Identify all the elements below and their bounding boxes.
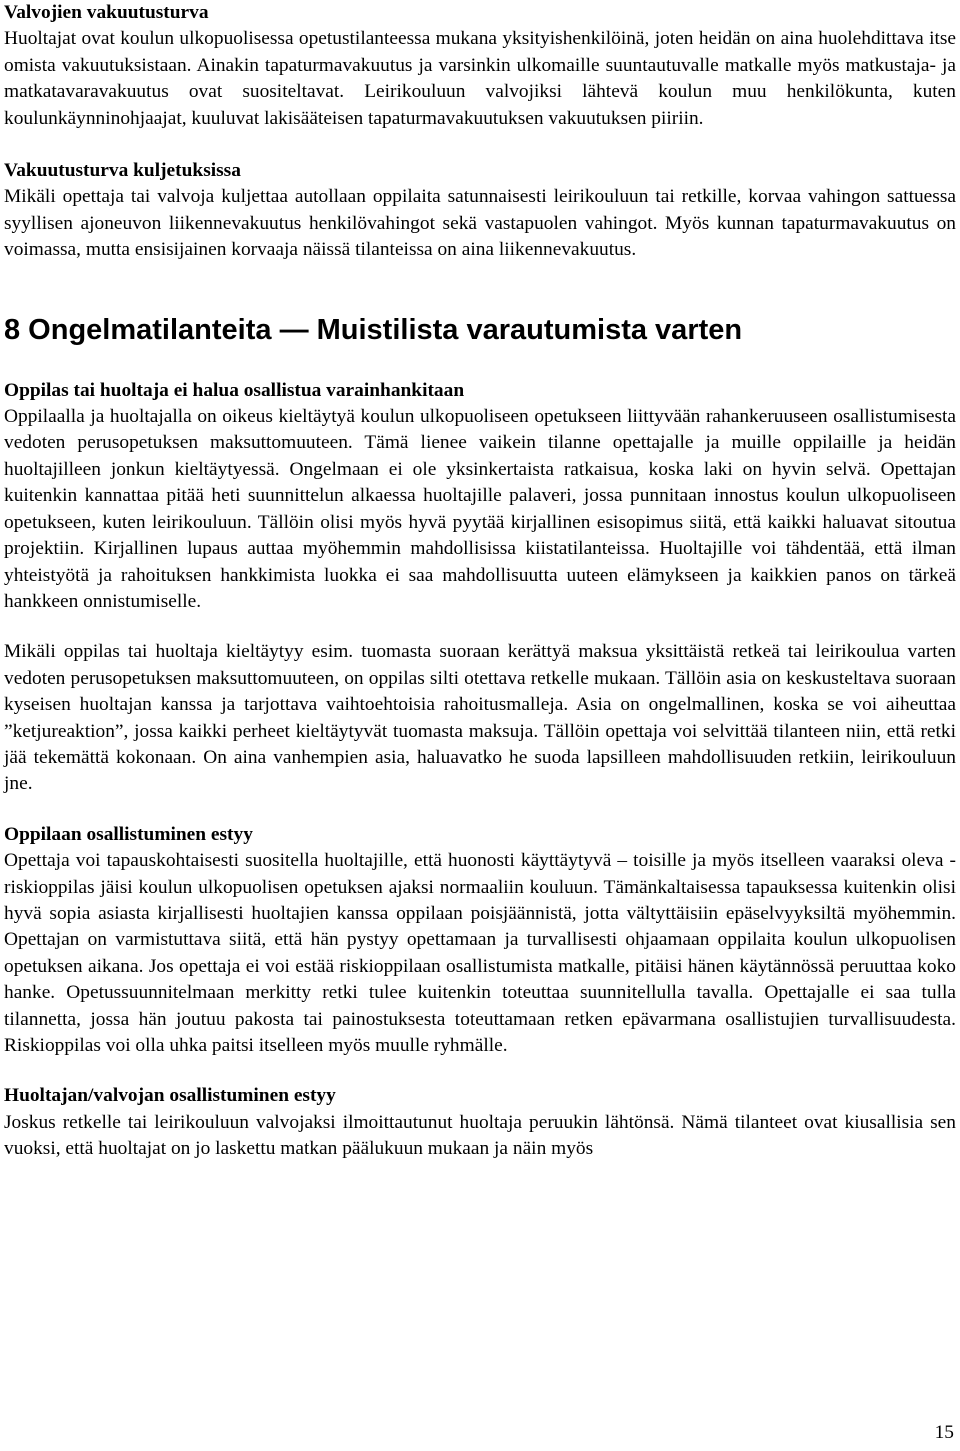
paragraph-guardian-prevented: Joskus retkelle tai leirikouluun valvojaksi ilmoittautunut huoltaja peruukin lähtönsä. Nämä tilanteet ovat kiusallisia sen vuoksi, että huoltajat on jo laskettu matkan päälukuun mukaan ja näin myös [4, 1111, 956, 1160]
paragraph-fundraising-refusal-2: Mikäli oppilas tai huoltaja kieltäytyy esim. tuomasta suoraan kerättyä maksua yksittäistä retkeä tai leirikoulua varten vedoten perusopetuksen maksuttomuuteen, on oppilas silti otettava retkelle mukaan. Tällöin asia on keskusteltava suoraan kyseisen huoltajan kanssa ja tarjottava vaihtoehtoisia rahoitusmalleja. Asia on ongelmallinen, koska se voi aiheuttaa ”ketjureaktion”, jossa kaikki perheet kieltäytyvät tuomasta maksuja. Tällöin opettaja voi selvittää tilanteen niin, että retki jää tekemättä kokonaan. On aina vanhempien asia, haluavatko he suoda lapsilleen mahdollisuuden retkiin, leirikouluun jne. [4, 641, 956, 795]
paragraph-transport-insurance: Mikäli opettaja tai valvoja kuljettaa autollaan oppilaita satunnaisesti leirikouluun tai retkille, korvaa vahingon sattuessa syyllisen ajoneuvon liikennevakuutus henkilövahingot sekä vastapuolen vahingot. Myös kunnan tapaturmavakuutus on voimassa, mutta ensisijainen korvaaja näissä tilanteissa on aina liikennevakuutus. [4, 186, 956, 261]
document-page [4, 0, 956, 1163]
section-heading-student-prevented: Oppilaan osallistuminen estyy [4, 823, 253, 845]
section-heading-transport-insurance: Vakuutusturva kuljetuksissa [4, 160, 241, 182]
section-heading-supervisor-insurance: Valvojien vakuutusturva [4, 2, 209, 23]
paragraph-fundraising-refusal-1: Oppilaalla ja huoltajalla on oikeus kieltäytyä koulun ulkopuoliseen opetukseen liittyvään rahankeruuseen osallistumisesta vedoten perusopetuksen maksuttomuuteen. Tämä lienee vaikein tilanne opettajalle ja muille oppilaille ja heidän huoltajilleen jonkun kieltäytyessä. Ongelmaan ei ole yksinkertaista ratkaisua, koska laki on hyvin selvä. Opettajan kuitenkin kannattaa pitää heti suunnittelun alkaessa huoltajille palaveri, jossa punnitaan innostus koulun ulkopuoliseen opetukseen, kuten leirikouluun. Tällöin olisi myös hyvä pyytää kirjallinen esisopimus siitä, että kaikki haluavat sitoutua projektiin. Kirjallinen lupaus auttaa myöhemmin mahdollisissa kiistatilanteissa. Huoltajille voi tähdentää, että ilman yhteistyötä ja rahoituksen hankkimista luokka ei saa mahdollisuutta uuteen elämykseen ja kaikkien panos on tärkeä hankkeen onnistumiselle. [4, 406, 956, 612]
section-heading-guardian-prevented: Huoltajan/valvojan osallistuminen estyy [4, 1085, 336, 1107]
chapter-title: 8 Ongelmatilanteita — Muistilista varautumista varten [4, 313, 743, 346]
paragraph-supervisor-insurance: Huoltajat ovat koulun ulkopuolisessa opetustilanteessa mukana yksityishenkilöinä, joten heidän on aina huolehdittava itse omista vakuutuksistaan. Ainakin tapaturmavakuutus ja varsinkin ulkomaille suuntautuvalle matkalle myös matkustaja- ja matkatavaravakuutus ovat suositeltavat. Leirikouluun valvojiksi lähtevä koulun muu henkilökunta, kuten koulunkäynninohjaajat, kuuluvat lakisääteisen tapaturmavakuutuksen vakuutuksen piiriin. [4, 28, 956, 129]
paragraph-student-prevented: Opettaja voi tapauskohtaisesti suositella huoltajille, että huonosti käyttäytyvä – toisille ja myös itselleen vaaraksi oleva - riskioppilas jäisi koulun ulkopuolisen opetuksen ajaksi normaaliin kouluun. Tämänkaltaisessa tapauksessa kuitenkin olisi hyvä sopia asiasta kirjallisesti huoltajien kanssa oppilaan poisjäännistä, jotta vältyttäisiin epäselvyyksiltä myöhemmin. Opettajan on varmistuttava siitä, että hän pystyy opettamaan ja turvallisesti ohjaamaan oppilaita koulun ulkopuolisen opetuksen aikana. Jos opettaja ei voi estää riskioppilaan osallistumista matkalle, pitäisi hänen käytännössä peruuttaa koko hanke. Opetussuunnitelmaan merkitty retki tulee kuitenkin toteuttaa suunnitellulla tavalla. Opettajalle ei saa tulla tilannetta, jossa hän joutuu pakosta tai painostuksesta toteuttamaan retken epävarmana osallistujien turvallisuudesta. Riskioppilas voi olla uhka paitsi itselleen myös muulle ryhmälle. [4, 850, 956, 1056]
page-number: 15 [934, 1422, 954, 1443]
section-heading-fundraising-refusal: Oppilas tai huoltaja ei halua osallistua varainhankitaan [4, 379, 465, 401]
